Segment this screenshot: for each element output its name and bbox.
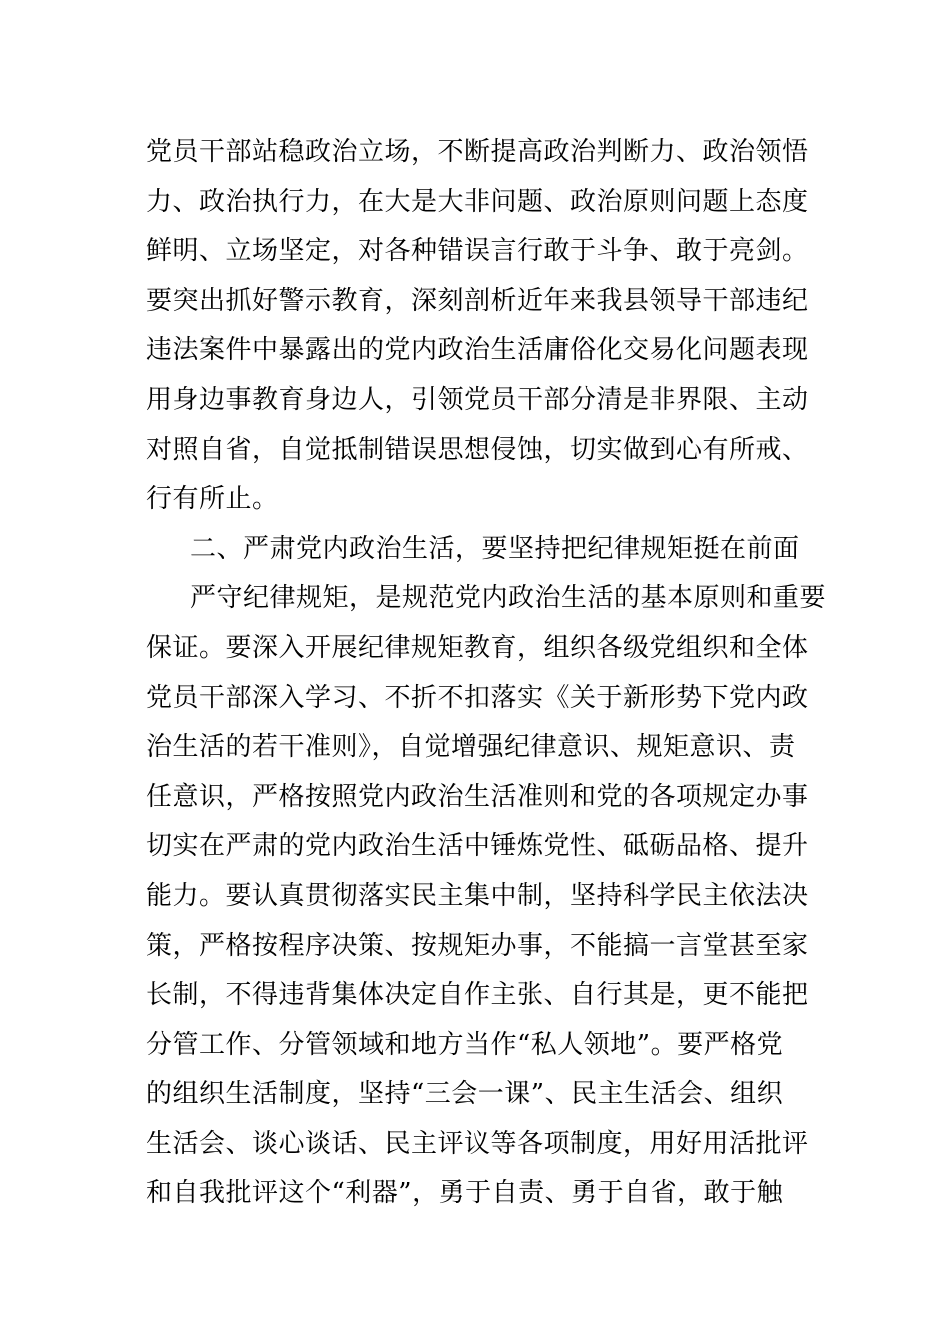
text-line: 对照自省，自觉抵制错误思想侵蚀，切实做到心有所戒、 — [146, 434, 809, 465]
text-line: 力、政治执行力，在大是大非问题、政治原则问题上态度 — [146, 186, 809, 217]
section-heading: 二、严肃党内政治生活，要坚持把纪律规矩挺在前面 — [190, 533, 800, 564]
text-line: 的组织生活制度，坚持“三会一课”、民主生活会、组织 — [146, 1079, 784, 1110]
text-line: 行有所止。 — [146, 484, 279, 515]
text-line: 严守纪律规矩，是规范党内政治生活的基本原则和重要 — [190, 583, 827, 614]
text-line: 和自我批评这个“利器”，勇于自责、勇于自省，敢于触 — [146, 1178, 784, 1209]
body-text — [146, 128, 826, 1219]
text-line: 任意识，严格按照党内政治生活准则和党的各项规定办事 — [146, 781, 809, 812]
text-line: 策，严格按程序决策、按规矩办事，不能搞一言堂甚至家 — [146, 930, 809, 961]
text-line: 鲜明、立场坚定，对各种错误言行敢于斗争、敢于亮剑。 — [146, 236, 809, 267]
text-line: 要突出抓好警示教育，深刻剖析近年来我县领导干部违纪 — [146, 285, 809, 316]
text-line: 长制，不得违背集体决定自作主张、自行其是，更不能把 — [146, 980, 809, 1011]
text-line: 能力。要认真贯彻落实民主集中制，坚持科学民主依法决 — [146, 880, 809, 911]
text-line: 切实在严肃的党内政治生活中锤炼党性、砥砺品格、提升 — [146, 831, 809, 862]
text-line: 治生活的若干准则》，自觉增强纪律意识、规矩意识、责 — [146, 732, 796, 763]
text-line: 党员干部站稳政治立场，不断提高政治判断力、政治领悟 — [146, 137, 809, 167]
text-line: 用身边事教育身边人，引领党员干部分清是非界限、主动 — [146, 384, 809, 415]
text-line: 党员干部深入学习、不折不扣落实《关于新形势下党内政 — [146, 682, 809, 713]
text-line: 生活会、谈心谈话、民主评议等各项制度，用好用活批评 — [146, 1128, 809, 1159]
text-line: 保证。要深入开展纪律规矩教育，组织各级党组织和全体 — [146, 632, 809, 663]
text-line: 违法案件中暴露出的党内政治生活庸俗化交易化问题表现 — [146, 335, 809, 366]
text-line: 分管工作、分管领域和地方当作“私人领地”。要严格党 — [146, 1029, 784, 1060]
